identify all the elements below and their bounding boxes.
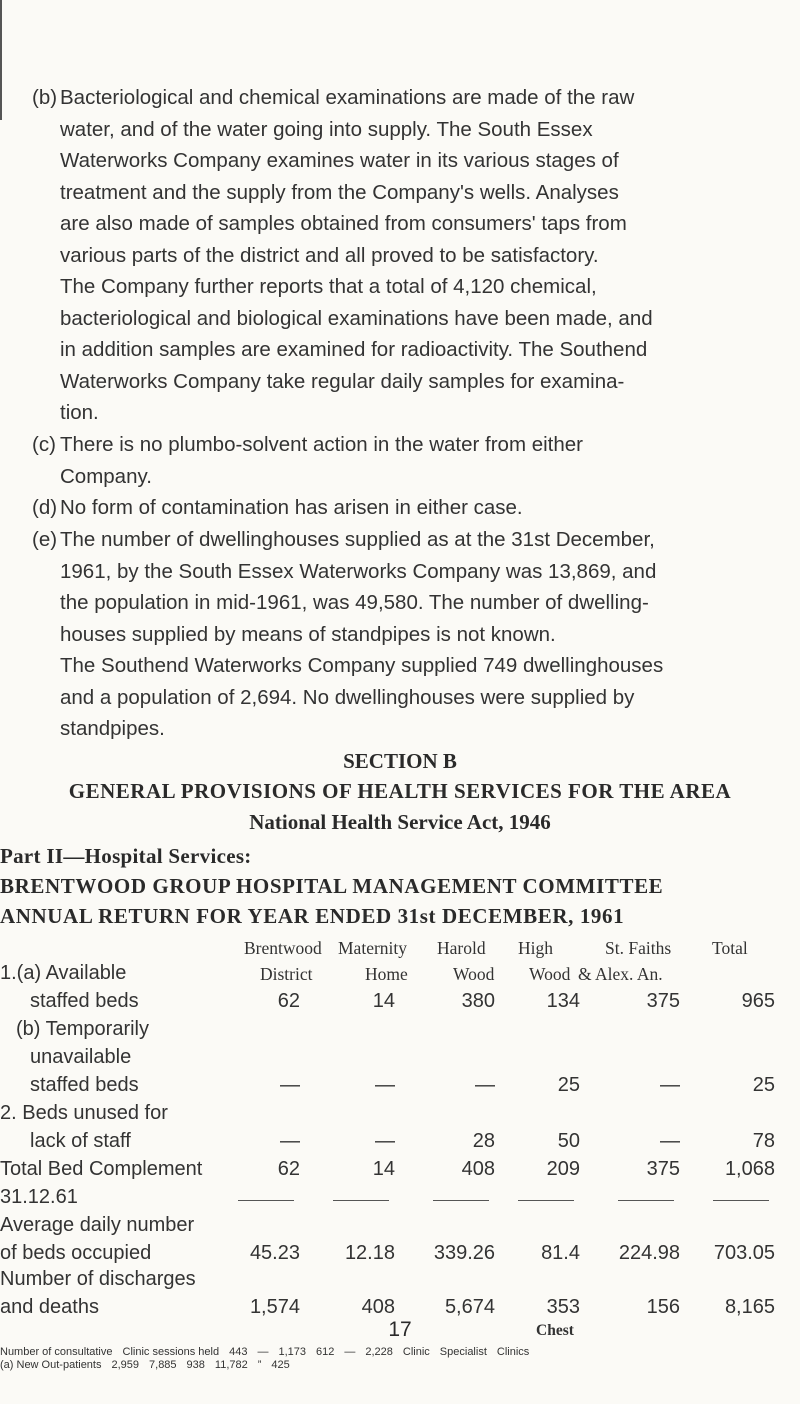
lower-cell: 7,885 <box>149 1359 177 1371</box>
row-label: of beds occupied <box>0 1242 152 1264</box>
text-line: Waterworks Company take regular daily samples for examina- <box>60 369 625 393</box>
col-subheader: Wood <box>529 964 571 984</box>
col-header: Total <box>712 938 748 958</box>
paragraph-b <box>32 82 760 429</box>
text-line: Bacteriological and chemical examinations are made of the raw <box>60 86 635 109</box>
text-line: The number of dwellinghouses supplied as at the 31st December, <box>60 528 655 551</box>
table-cell-average: 224.98 <box>618 1242 680 1264</box>
table-cell-unused: 78 <box>752 1130 775 1152</box>
group-heading: BRENTWOOD GROUP HOSPITAL MANAGEMENT COMMITTEE <box>0 874 664 898</box>
col-header: Maternity <box>338 938 408 958</box>
table-cell-temp: — <box>280 1074 300 1096</box>
text-line: 1961, by the South Essex Waterworks Company was 13,869, and <box>60 559 657 583</box>
text-line: The Southend Waterworks Company supplied 749 dwellinghouses <box>60 654 664 677</box>
table-cell-available: 62 <box>277 990 300 1012</box>
table-cell-average: 12.18 <box>344 1242 395 1264</box>
table-cell-unused: 50 <box>557 1130 580 1152</box>
col-subheader: District <box>260 964 313 984</box>
column-rule <box>333 1200 389 1201</box>
text-line: No form of contamination has arisen in either case. <box>60 496 523 519</box>
lower-cell: 612 <box>316 1346 335 1358</box>
section-heading: SECTION B <box>343 749 457 773</box>
table-cell-temp: — <box>475 1074 495 1096</box>
table-cell-discharges: 1,574 <box>249 1296 300 1318</box>
row-label: Total Bed Complement <box>0 1158 203 1180</box>
table-cell-discharges: 156 <box>646 1296 680 1318</box>
lower-cell: Clinics <box>496 1346 530 1358</box>
table-cell-unused: — <box>660 1130 680 1152</box>
table-cell-unused: — <box>280 1130 300 1152</box>
chest-note: Chest <box>536 1322 574 1339</box>
table-cell-total: 375 <box>646 1158 680 1180</box>
table-cell-available: 14 <box>372 990 395 1012</box>
lower-cell: 425 <box>271 1359 290 1371</box>
table-cell-total: 209 <box>546 1158 580 1180</box>
lower-cell: — <box>344 1346 356 1358</box>
table-cell-average: 81.4 <box>541 1242 580 1264</box>
lower-cell: Clinic sessions held <box>122 1346 220 1358</box>
text-line: Company. <box>60 464 152 488</box>
column-rule <box>618 1200 674 1201</box>
row-label: unavailable <box>30 1046 132 1068</box>
lower-cell: — <box>257 1346 269 1358</box>
lower-cell: Number of consultative <box>0 1346 113 1358</box>
text-line: houses supplied by means of standpipes is not known. <box>60 622 556 646</box>
lower-cell: ” <box>257 1359 262 1371</box>
lower-cell: Clinic <box>402 1346 430 1358</box>
table-cell-available: 375 <box>646 990 680 1012</box>
table-cell-average: 703.05 <box>713 1242 775 1264</box>
row-label: 2. Beds unused for <box>0 1102 168 1124</box>
table-cell-total: 14 <box>372 1158 395 1180</box>
table-cell-unused: 28 <box>472 1130 495 1152</box>
general-provisions-heading: GENERAL PROVISIONS OF HEALTH SERVICES FOR THE AREA <box>68 779 732 803</box>
table-cell-temp: — <box>660 1074 680 1096</box>
paragraph-e-label: (e) <box>32 528 58 551</box>
table-cell-available: 965 <box>741 990 775 1012</box>
text-line: the population in mid-1961, was 49,580. The number of dwelling- <box>60 591 649 614</box>
col-header: Harold <box>437 938 486 958</box>
row-label: lack of staff <box>30 1130 131 1152</box>
paragraph-d <box>32 492 760 524</box>
table-cell-average: 339.26 <box>433 1242 495 1264</box>
lower-cell: 443 <box>229 1346 248 1358</box>
text-line: The Company further reports that a total of 4,120 chemical, <box>60 275 597 298</box>
part-heading: Part II—Hospital Services: <box>0 844 252 868</box>
lower-cell: 2,959 <box>111 1359 140 1371</box>
table-cell-unused: — <box>375 1130 395 1152</box>
lower-cell: (a) New Out-patients <box>0 1359 102 1371</box>
text-line: treatment and the supply from the Company's wells. Analyses <box>60 180 619 204</box>
page-number: 17 <box>388 1318 412 1341</box>
text-line: water, and of the water going into supply. The South Essex <box>60 117 593 141</box>
lower-rows-wrapper <box>0 1346 800 1404</box>
column-rule <box>433 1200 489 1201</box>
text-line: There is no plumbo-solvent action in the water from either <box>60 433 584 456</box>
column-rule <box>238 1200 294 1201</box>
page-edge-line <box>0 0 2 120</box>
annual-return-heading: ANNUAL RETURN FOR YEAR ENDED 31st DECEMBER, 1961 <box>0 904 625 928</box>
row-label: staffed beds <box>30 1074 139 1096</box>
table-cell-discharges: 8,165 <box>724 1296 775 1318</box>
column-rule <box>713 1200 769 1201</box>
paragraph-d-label: (d) <box>32 496 58 519</box>
table-cell-temp: 25 <box>557 1074 580 1096</box>
col-subheader: & Alex. An. <box>578 964 663 984</box>
row-label: Average daily number <box>0 1214 195 1236</box>
sessions-row <box>0 1346 800 1359</box>
table-cell-available: 380 <box>461 990 495 1012</box>
table-cell-available: 134 <box>546 990 580 1012</box>
text-line: various parts of the district and all proved to be satisfactory. <box>60 243 599 267</box>
table-cell-temp: — <box>375 1074 395 1096</box>
lower-cell: 2,228 <box>365 1346 393 1358</box>
text-line: bacteriological and biological examinations have been made, and <box>60 306 653 330</box>
table-cell-temp: 25 <box>752 1074 775 1096</box>
row-label: Number of discharges <box>0 1268 196 1290</box>
text-line: are also made of samples obtained from consumers' taps from <box>60 212 627 235</box>
col-subheader: Wood <box>453 964 495 984</box>
row-label: staffed beds <box>30 990 139 1012</box>
text-line: tion. <box>60 401 99 424</box>
col-header: St. Faiths <box>605 938 672 958</box>
lower-cell: 1,173 <box>278 1346 306 1358</box>
text-line: in addition samples are examined for radioactivity. The Southend <box>60 338 648 361</box>
paragraph-c <box>32 429 760 492</box>
lower-cell: 11,782 <box>214 1359 248 1371</box>
outpatients-row <box>0 1359 800 1372</box>
row-label: 31.12.61 <box>0 1186 78 1208</box>
row-label: 1.(a) Available <box>0 962 127 984</box>
paragraph-e <box>32 524 760 745</box>
text-line: Waterworks Company examines water in its various stages of <box>60 149 619 172</box>
col-subheader: Home <box>365 964 408 984</box>
text-line: standpipes. <box>60 717 165 740</box>
table-cell-total: 62 <box>277 1158 300 1180</box>
row-label: (b) Temporarily <box>16 1018 149 1040</box>
col-header: Brentwood <box>244 938 322 958</box>
text-line: and a population of 2,694. No dwellinghouses were supplied by <box>60 685 635 709</box>
table-cell-discharges: 408 <box>361 1296 395 1318</box>
table-cell-total: 1,068 <box>724 1158 775 1180</box>
table-cell-discharges: 353 <box>546 1296 580 1318</box>
col-header: High <box>518 938 553 958</box>
row-label: and deaths <box>0 1296 99 1318</box>
table-cell-total: 408 <box>461 1158 495 1180</box>
table-cell-discharges: 5,674 <box>444 1296 495 1318</box>
paragraph-b-label: (b) <box>32 86 58 109</box>
paragraph-c-label: (c) <box>32 433 56 456</box>
act-heading: National Health Service Act, 1946 <box>249 810 551 834</box>
table-cell-average: 45.23 <box>249 1242 300 1264</box>
lower-cell: Specialist <box>439 1346 487 1358</box>
lower-cell: 938 <box>186 1359 205 1371</box>
column-rule <box>518 1200 574 1201</box>
